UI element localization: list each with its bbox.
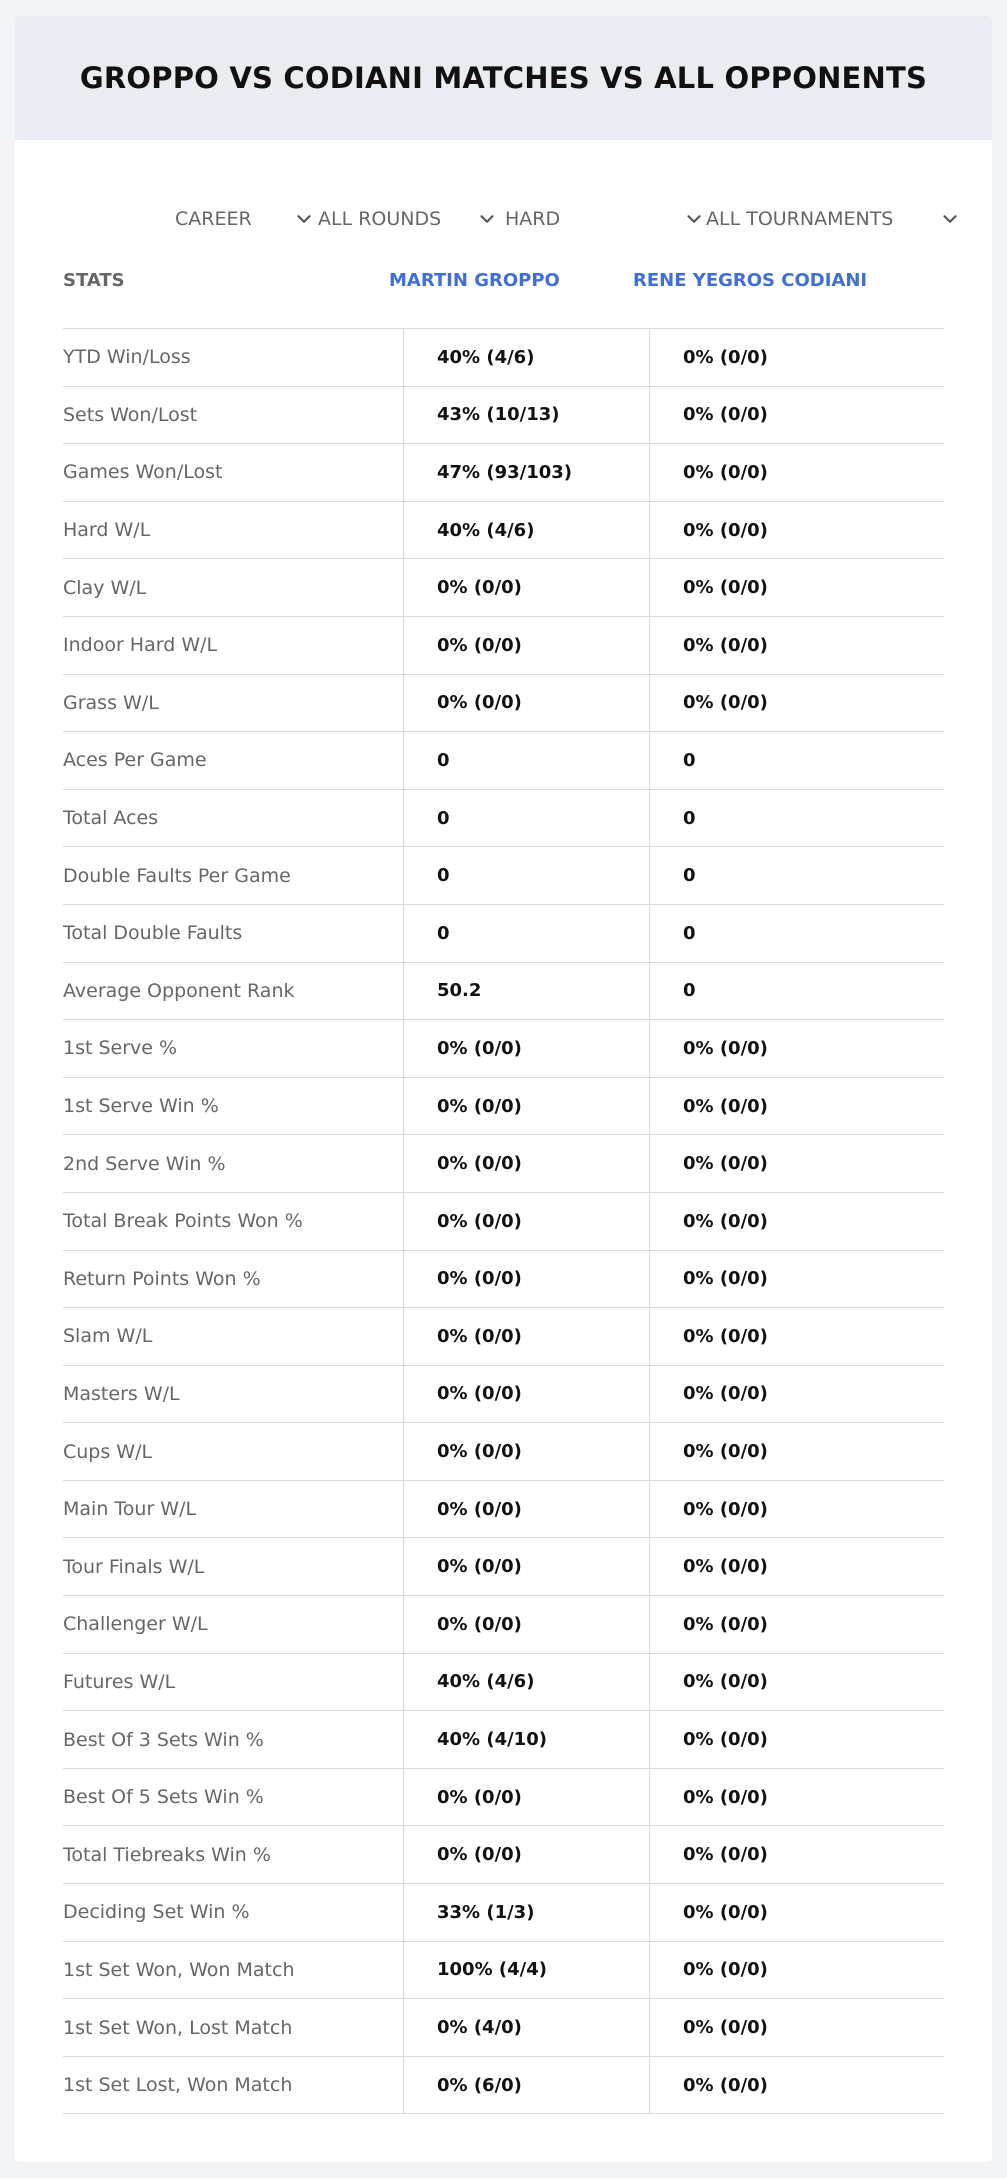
stat-label: Total Tiebreaks Win % (63, 1843, 271, 1866)
stat-label: 2nd Serve Win % (63, 1152, 226, 1175)
table-row (63, 847, 944, 905)
player2-stat-value: 0 (683, 807, 696, 829)
player2-stat-value: 0% (0/0) (683, 1729, 768, 1751)
stat-label: Indoor Hard W/L (63, 634, 218, 657)
player1-stat-value: 0% (0/0) (437, 1037, 522, 1059)
stat-label: Total Double Faults (63, 922, 243, 945)
stats-column-header: STATS (63, 270, 125, 291)
player1-stat-value: 47% (93/103) (437, 461, 572, 483)
player1-stat-value: 100% (4/4) (437, 1959, 547, 1981)
table-row (63, 1366, 944, 1424)
stat-label: 1st Set Won, Won Match (63, 1958, 295, 1981)
player2-stat-value: 0% (0/0) (683, 1786, 768, 1808)
player1-stat-value: 0% (0/0) (437, 1383, 522, 1405)
stat-label: Clay W/L (63, 576, 147, 599)
player1-stat-value: 0% (0/0) (437, 1095, 522, 1117)
player2-stat-value: 0 (683, 865, 696, 887)
player2-stat-value: 0% (0/0) (683, 1037, 768, 1059)
table-row (63, 1711, 944, 1769)
career-filter-select[interactable] (175, 204, 315, 234)
filter-bar (15, 188, 992, 248)
round-filter-select[interactable] (318, 204, 498, 234)
player2-stat-value: 0% (0/0) (683, 1268, 768, 1290)
surface-filter-value: HARD (505, 208, 561, 230)
player1-stat-value: 0 (437, 807, 450, 829)
stat-label: Total Aces (63, 807, 159, 830)
player2-stat-value: 0% (0/0) (683, 404, 768, 426)
player1-stat-value: 0 (437, 865, 450, 887)
table-row (63, 617, 944, 675)
table-row (63, 502, 944, 560)
stat-label: Cups W/L (63, 1440, 153, 1463)
stat-label: Double Faults Per Game (63, 864, 291, 887)
table-row (63, 1193, 944, 1251)
stat-label: Best Of 5 Sets Win % (63, 1786, 264, 1809)
tournament-filter-select[interactable] (706, 204, 961, 234)
player2-stat-value: 0% (0/0) (683, 2074, 768, 2096)
table-row (63, 1942, 944, 2000)
table-row (63, 444, 944, 502)
table-body (63, 329, 944, 2114)
column-divider (403, 328, 404, 2113)
player2-stat-value: 0 (683, 980, 696, 1002)
stat-label: Masters W/L (63, 1382, 180, 1405)
table-row (63, 1884, 944, 1942)
player1-stat-value: 0% (0/0) (437, 634, 522, 656)
stat-label: Grass W/L (63, 691, 159, 714)
player1-stat-value: 0 (437, 749, 450, 771)
player1-column-header[interactable]: MARTIN GROPPO (389, 270, 560, 291)
stats-table (63, 254, 944, 2114)
table-row (63, 905, 944, 963)
player2-stat-value: 0% (0/0) (683, 1901, 768, 1923)
player1-stat-value: 0% (0/0) (437, 1325, 522, 1347)
player2-stat-value: 0% (0/0) (683, 1325, 768, 1347)
player1-stat-value: 0% (0/0) (437, 1613, 522, 1635)
chevron-down-icon (683, 208, 705, 230)
stat-label: 1st Set Lost, Won Match (63, 2074, 293, 2097)
table-row (63, 1481, 944, 1539)
player2-stat-value: 0% (0/0) (683, 1383, 768, 1405)
player1-stat-value: 0% (0/0) (437, 1210, 522, 1232)
chevron-down-icon (293, 208, 315, 230)
table-row (63, 1078, 944, 1136)
table-row (63, 1308, 944, 1366)
player1-stat-value: 0% (0/0) (437, 1556, 522, 1578)
player2-stat-value: 0% (0/0) (683, 461, 768, 483)
stat-label: 1st Set Won, Lost Match (63, 2016, 293, 2039)
player1-stat-value: 0% (0/0) (437, 1153, 522, 1175)
table-row (63, 732, 944, 790)
player2-stat-value: 0% (0/0) (683, 1095, 768, 1117)
player2-stat-value: 0 (683, 922, 696, 944)
stat-label: Average Opponent Rank (63, 979, 295, 1002)
table-row (63, 1826, 944, 1884)
table-row (63, 1596, 944, 1654)
table-row (63, 559, 944, 617)
player2-stat-value: 0 (683, 749, 696, 771)
table-row (63, 1999, 944, 2057)
table-row (63, 963, 944, 1021)
table-row (63, 1538, 944, 1596)
table-row (63, 329, 944, 387)
player2-stat-value: 0% (0/0) (683, 1210, 768, 1232)
stat-label: Tour Finals W/L (63, 1555, 205, 1578)
stat-label: Deciding Set Win % (63, 1901, 250, 1924)
player1-stat-value: 43% (10/13) (437, 404, 560, 426)
table-header (63, 254, 944, 329)
player2-stat-value: 0% (0/0) (683, 346, 768, 368)
stat-label: Slam W/L (63, 1325, 153, 1348)
table-row (63, 790, 944, 848)
table-row (63, 1020, 944, 1078)
table-row (63, 2057, 944, 2115)
stat-label: Hard W/L (63, 519, 151, 542)
player1-stat-value: 40% (4/10) (437, 1729, 547, 1751)
player1-stat-value: 0% (0/0) (437, 1844, 522, 1866)
table-row (63, 1135, 944, 1193)
column-divider (649, 328, 650, 2113)
player1-stat-value: 0% (6/0) (437, 2074, 522, 2096)
surface-filter-select[interactable] (505, 204, 705, 234)
player2-stat-value: 0% (0/0) (683, 1498, 768, 1520)
stat-label: Futures W/L (63, 1670, 176, 1693)
page-title: GROPPO VS CODIANI MATCHES VS ALL OPPONENTS (79, 61, 928, 95)
player1-stat-value: 0% (0/0) (437, 1268, 522, 1290)
stat-label: Total Break Points Won % (63, 1210, 303, 1233)
stat-label: Games Won/Lost (63, 461, 223, 484)
tournament-filter-value: ALL TOURNAMENTS (706, 208, 894, 230)
career-filter-value: CAREER (175, 208, 252, 230)
table-row (63, 1769, 944, 1827)
player2-stat-value: 0% (0/0) (683, 2017, 768, 2039)
player2-stat-value: 0% (0/0) (683, 634, 768, 656)
stats-card (15, 16, 992, 2162)
player2-stat-value: 0% (0/0) (683, 1441, 768, 1463)
page-header (15, 16, 992, 140)
player2-stat-value: 0% (0/0) (683, 519, 768, 541)
player2-stat-value: 0% (0/0) (683, 577, 768, 599)
player1-stat-value: 0 (437, 922, 450, 944)
stat-label: Sets Won/Lost (63, 403, 198, 426)
player2-stat-value: 0% (0/0) (683, 1153, 768, 1175)
stat-label: Best Of 3 Sets Win % (63, 1728, 264, 1751)
player2-column-header[interactable]: RENE YEGROS CODIANI (633, 270, 868, 291)
stat-label: Aces Per Game (63, 749, 207, 772)
stat-label: Main Tour W/L (63, 1498, 197, 1521)
player1-stat-value: 0% (0/0) (437, 577, 522, 599)
chevron-down-icon (939, 208, 961, 230)
player1-stat-value: 33% (1/3) (437, 1901, 535, 1923)
player2-stat-value: 0% (0/0) (683, 1613, 768, 1635)
round-filter-value: ALL ROUNDS (318, 208, 442, 230)
player1-stat-value: 0% (0/0) (437, 1441, 522, 1463)
player1-stat-value: 0% (0/0) (437, 1786, 522, 1808)
player2-stat-value: 0% (0/0) (683, 1556, 768, 1578)
player2-stat-value: 0% (0/0) (683, 1844, 768, 1866)
stat-label: 1st Serve % (63, 1037, 178, 1060)
player1-stat-value: 0% (0/0) (437, 1498, 522, 1520)
stat-label: 1st Serve Win % (63, 1095, 219, 1118)
player2-stat-value: 0% (0/0) (683, 1671, 768, 1693)
table-row (63, 1423, 944, 1481)
table-row (63, 675, 944, 733)
player1-stat-value: 40% (4/6) (437, 519, 535, 541)
player1-stat-value: 0% (0/0) (437, 692, 522, 714)
table-row (63, 1251, 944, 1309)
player1-stat-value: 0% (4/0) (437, 2017, 522, 2039)
stat-label: Return Points Won % (63, 1267, 261, 1290)
player1-stat-value: 40% (4/6) (437, 346, 535, 368)
player2-stat-value: 0% (0/0) (683, 1959, 768, 1981)
table-row (63, 387, 944, 445)
player2-stat-value: 0% (0/0) (683, 692, 768, 714)
stat-label: Challenger W/L (63, 1613, 208, 1636)
player1-stat-value: 40% (4/6) (437, 1671, 535, 1693)
table-row (63, 1654, 944, 1712)
chevron-down-icon (476, 208, 498, 230)
player1-stat-value: 50.2 (437, 980, 482, 1002)
stat-label: YTD Win/Loss (63, 346, 191, 369)
